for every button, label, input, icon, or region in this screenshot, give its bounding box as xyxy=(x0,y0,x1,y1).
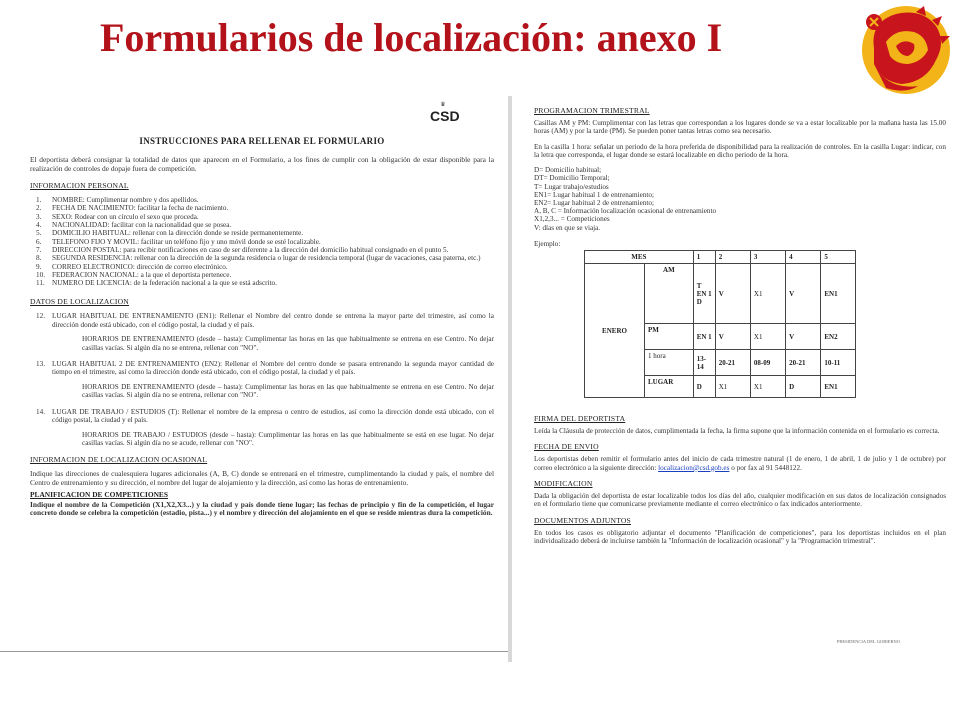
table-cell: 20-21 xyxy=(715,350,750,376)
program-paragraph-2: En la casilla 1 hora: señalar un periodo de la hora preferida de disponibilidad para la realización de controles. En la casilla Lugar: indicar, con la letra que corresponda, el lugar donde se estará localizable en dicho periodo de la hora. xyxy=(534,142,946,159)
list-item: 5. DOMICILIO HABITUAL: rellenar con la dirección donde se reside permanentemente. xyxy=(36,229,304,238)
list-item: 4. NACIONALIDAD: facilitar con la nacionalidad que se posea. xyxy=(36,221,232,230)
table-cell: PM xyxy=(645,324,694,350)
list-item: 2. FECHA DE NACIMIENTO: facilitar la fecha de nacimiento. xyxy=(36,204,229,213)
personal-info-list xyxy=(30,196,494,287)
table-cell: 2 xyxy=(715,251,750,264)
item-12-schedule: HORARIOS DE ENTRENAMIENTO (desde – hasta): Cumplimentar las horas en las que habitualmente se entrena en ese Centro. No dejar casillas vacías. Si algún día no se entrena, rellenar con "NO". xyxy=(82,335,494,352)
competitions-paragraph: Indique el nombre de la Competición (X1,X2,X3...) y la ciudad y país donde tiene lugar; las fechas de principio y fin de la competición, el lugar concreto donde se celebra la competición (estadio, pista...) y el nombre y dirección del alojamiento en el que se reside mientras dura la competición. xyxy=(30,499,494,518)
signature-paragraph: Leída la Cláusula de protección de datos, cumplimentada la fecha, la firma supone que la información contenida en el formulario es correcta. xyxy=(534,427,940,436)
table-cell: MES xyxy=(585,251,694,264)
list-item: 3. SEXO: Rodear con un círculo el sexo que proceda. xyxy=(36,212,199,221)
code-item: X1,2,3... = Competiciones xyxy=(534,215,610,224)
code-item: EN2= Lugar habitual 2 de entrenamiento; xyxy=(534,199,655,207)
competitions-heading: PLANIFICACION DE COMPETICIONES xyxy=(30,489,168,499)
email-link[interactable]: localizacion@csd.gob.es xyxy=(658,463,730,472)
table-cell: 20-21 xyxy=(786,350,821,376)
csd-mark: CSD xyxy=(430,108,460,124)
table-cell: EN1 xyxy=(821,376,856,398)
table-cell: 1 xyxy=(693,251,715,264)
item-14-schedule: HORARIOS DE TRABAJO / ESTUDIOS (desde – hasta): Cumplimentar las horas en las que habitualmente se está en ese lugar. No dejar casillas vacías. Si algún día no se acude, rellenar con "NO". xyxy=(82,430,494,447)
table-cell: D xyxy=(786,376,821,398)
program-paragraph-1: Casillas AM y PM: Cumplimentar con las letras que correspondan a los lugares donde se va a estar localizable por la mañana hasta las 15.00 horas (AM) y por la tarde (PM). Se pueden poner tantas letras como sea necesario. xyxy=(534,119,946,136)
table-cell: 1 hora xyxy=(645,350,694,376)
table-cell: 5 xyxy=(821,251,856,264)
list-item: 10. FEDERACION NACIONAL: a la que el deportista pertenece. xyxy=(36,270,232,279)
table-cell: EN1 xyxy=(821,264,856,324)
attachments-heading: DOCUMENTOS ADJUNTOS xyxy=(534,515,631,525)
item-13: 13. LUGAR HABITUAL 2 DE ENTRENAMIENTO (EN2): Rellenar el Nombre del centro donde se pasara entrenando la segunda mayor cantidad de tiempo en el trimestre, así como la dirección donde está ubicado, con el código postal, la ciudad y el país. xyxy=(36,360,494,377)
table-cell: LUGAR xyxy=(645,376,694,398)
table-row xyxy=(585,251,856,264)
program-heading: PROGRAMACION TRIMESTRAL xyxy=(534,106,650,115)
quarterly-program-page xyxy=(512,96,960,652)
code-item: DT= Domicilio Temporal; xyxy=(534,174,610,183)
code-item: T= Lugar trabajo/estudios xyxy=(534,182,609,191)
table-cell: AM xyxy=(645,264,694,324)
list-item: 7. DIRECCION POSTAL: para recibir notificaciones en caso de ser diferente a la dirección del domicilio habitual consignado en el punto 5. xyxy=(36,245,449,254)
crown-icon: ♛ xyxy=(440,102,446,108)
item-12: 12. LUGAR HABITUAL DE ENTRENAMIENTO (EN1): Rellenar el Nombre del centro donde se entrena la mayor parte del trimestre, así como la dirección donde está ubicado, con el código postal, la ciudad y el país. xyxy=(36,312,494,329)
occasional-heading: INFORMACION DE LOCALIZACION OCASIONAL xyxy=(30,455,208,465)
list-item: 6. TELEFONO FIJO Y MOVIL: facilitar un teléfono fijo y uno móvil donde se esté localizable. xyxy=(36,237,321,246)
table-row xyxy=(585,264,856,324)
code-item: A, B, C = Información localización ocasional de entrenamiento xyxy=(534,207,717,216)
send-date-paragraph: Los deportistas deben remitir el formulario antes del inicio de cada trimestre natural (1 de enero, 1 de abril, 1 de julio y 1 de octubre) por correo electrónico a la siguiente dirección: localizacion@csd.gob.es o por fax al 91 5448122. xyxy=(534,455,946,472)
modification-paragraph: Dada la obligación del deportista de estar localizable todos los días del año, cualquier modificación en sus datos de localización consignados en el formulario tiene que comunicarse previamente mediante el correo electrónico o fax indicados anteriormente. xyxy=(534,492,946,509)
list-item: 11. NUMERO DE LICENCIA: de la federación nacional a la que se está adscrito. xyxy=(36,279,277,288)
table-cell: V xyxy=(715,324,750,350)
table-cell: D xyxy=(693,376,715,398)
table-cell: V xyxy=(786,324,821,350)
table-cell: 3 xyxy=(750,251,785,264)
example-label: Ejemplo: xyxy=(534,239,561,248)
csd-logo xyxy=(430,102,460,128)
table-cell: 4 xyxy=(786,251,821,264)
modification-heading: MODIFICACION xyxy=(534,479,593,488)
table-cell: X1 xyxy=(715,376,750,398)
code-item: D= Domicilio habitual; xyxy=(534,166,602,175)
doc-heading: INSTRUCCIONES PARA RELLENAR EL FORMULARIO xyxy=(139,136,385,146)
signature-heading: FIRMA DEL DEPORTISTA xyxy=(534,414,626,424)
table-cell: X1 xyxy=(750,376,785,398)
attachments-paragraph: En todos los casos es obligatorio adjuntar el documento "Planificación de competiciones", para los deportistas incluidos en el plan individualizado deberá de incluirse también la "Información de localización ocasional" y la "Programación trimestral". xyxy=(534,528,946,545)
item-13-schedule: HORARIOS DE ENTRENAMIENTO (desde – hasta): Cumplimentar las horas en las que habitualmente se entrena en ese Centro. No dejar casillas vacías. Si algún día no se entrena, rellenar con "NO". xyxy=(82,382,494,400)
table-cell: ENERO xyxy=(585,264,645,398)
example-table xyxy=(584,250,856,398)
dragon-emblem-icon xyxy=(856,2,956,98)
personal-info-heading: INFORMACION PERSONAL xyxy=(30,181,129,191)
table-cell: X1 xyxy=(750,264,785,324)
code-item: EN1= Lugar habitual 1 de entrenamiento; xyxy=(534,190,655,199)
location-codes xyxy=(534,166,946,232)
send-date-heading: FECHA DE ENVIO xyxy=(534,442,599,452)
intro-paragraph: El deportista deberá consignar la totalidad de datos que aparecen en el Formulario, a los fines de cumplir con la obligación de estar disponible para la realización de controles de dopaje fuera de competición. xyxy=(30,155,494,173)
table-cell: V xyxy=(715,264,750,324)
list-item: 1. NOMBRE: Cumplimentar nombre y dos apellidos. xyxy=(36,196,199,205)
occasional-paragraph: Indique las direcciones de cualesquiera lugares adicionales (A, B, C) donde se entrenará en el trimestre, cumplimentando la ciudad y país, el nombre del Centro de entrenamiento y su dirección, el nombre del lugar de alojamiento y la dirección, así como las horas de entrenamiento. xyxy=(30,469,494,487)
item-14: 14. LUGAR DE TRABAJO / ESTUDIOS (T): Rellenar el nombre de la empresa o centro de estudios, así como la dirección donde está ubicado, con el código postal, la ciudad y el país. xyxy=(36,407,494,425)
code-item: V: días en que se viaja. xyxy=(534,223,601,232)
list-item: 8. SEGUNDA RESIDENCIA: rellenar con la dirección de la segunda residencia o lugar de residencia temporal (lugar de vacaciones, casa paterna, etc.) xyxy=(36,254,481,263)
list-item: 9. CORREO ELECTRONICO: dirección de correo electrónico. xyxy=(36,262,228,271)
government-footer-mark: PRESIDENCIA DEL GOBIERNO xyxy=(836,639,900,644)
table-cell: V xyxy=(786,264,821,324)
table-cell: 13-14 xyxy=(693,350,715,376)
table-cell: T EN 1 D xyxy=(693,264,715,324)
instructions-page xyxy=(0,96,508,652)
table-cell: 10-11 xyxy=(821,350,856,376)
table-cell: 08-09 xyxy=(750,350,785,376)
slide-title: Formularios de localización: anexo I xyxy=(100,15,723,60)
location-data-heading: DATOS DE LOCALIZACION xyxy=(30,297,129,307)
table-cell: EN2 xyxy=(821,324,856,350)
table-cell: X1 xyxy=(750,324,785,350)
table-cell: EN 1 xyxy=(693,324,715,350)
